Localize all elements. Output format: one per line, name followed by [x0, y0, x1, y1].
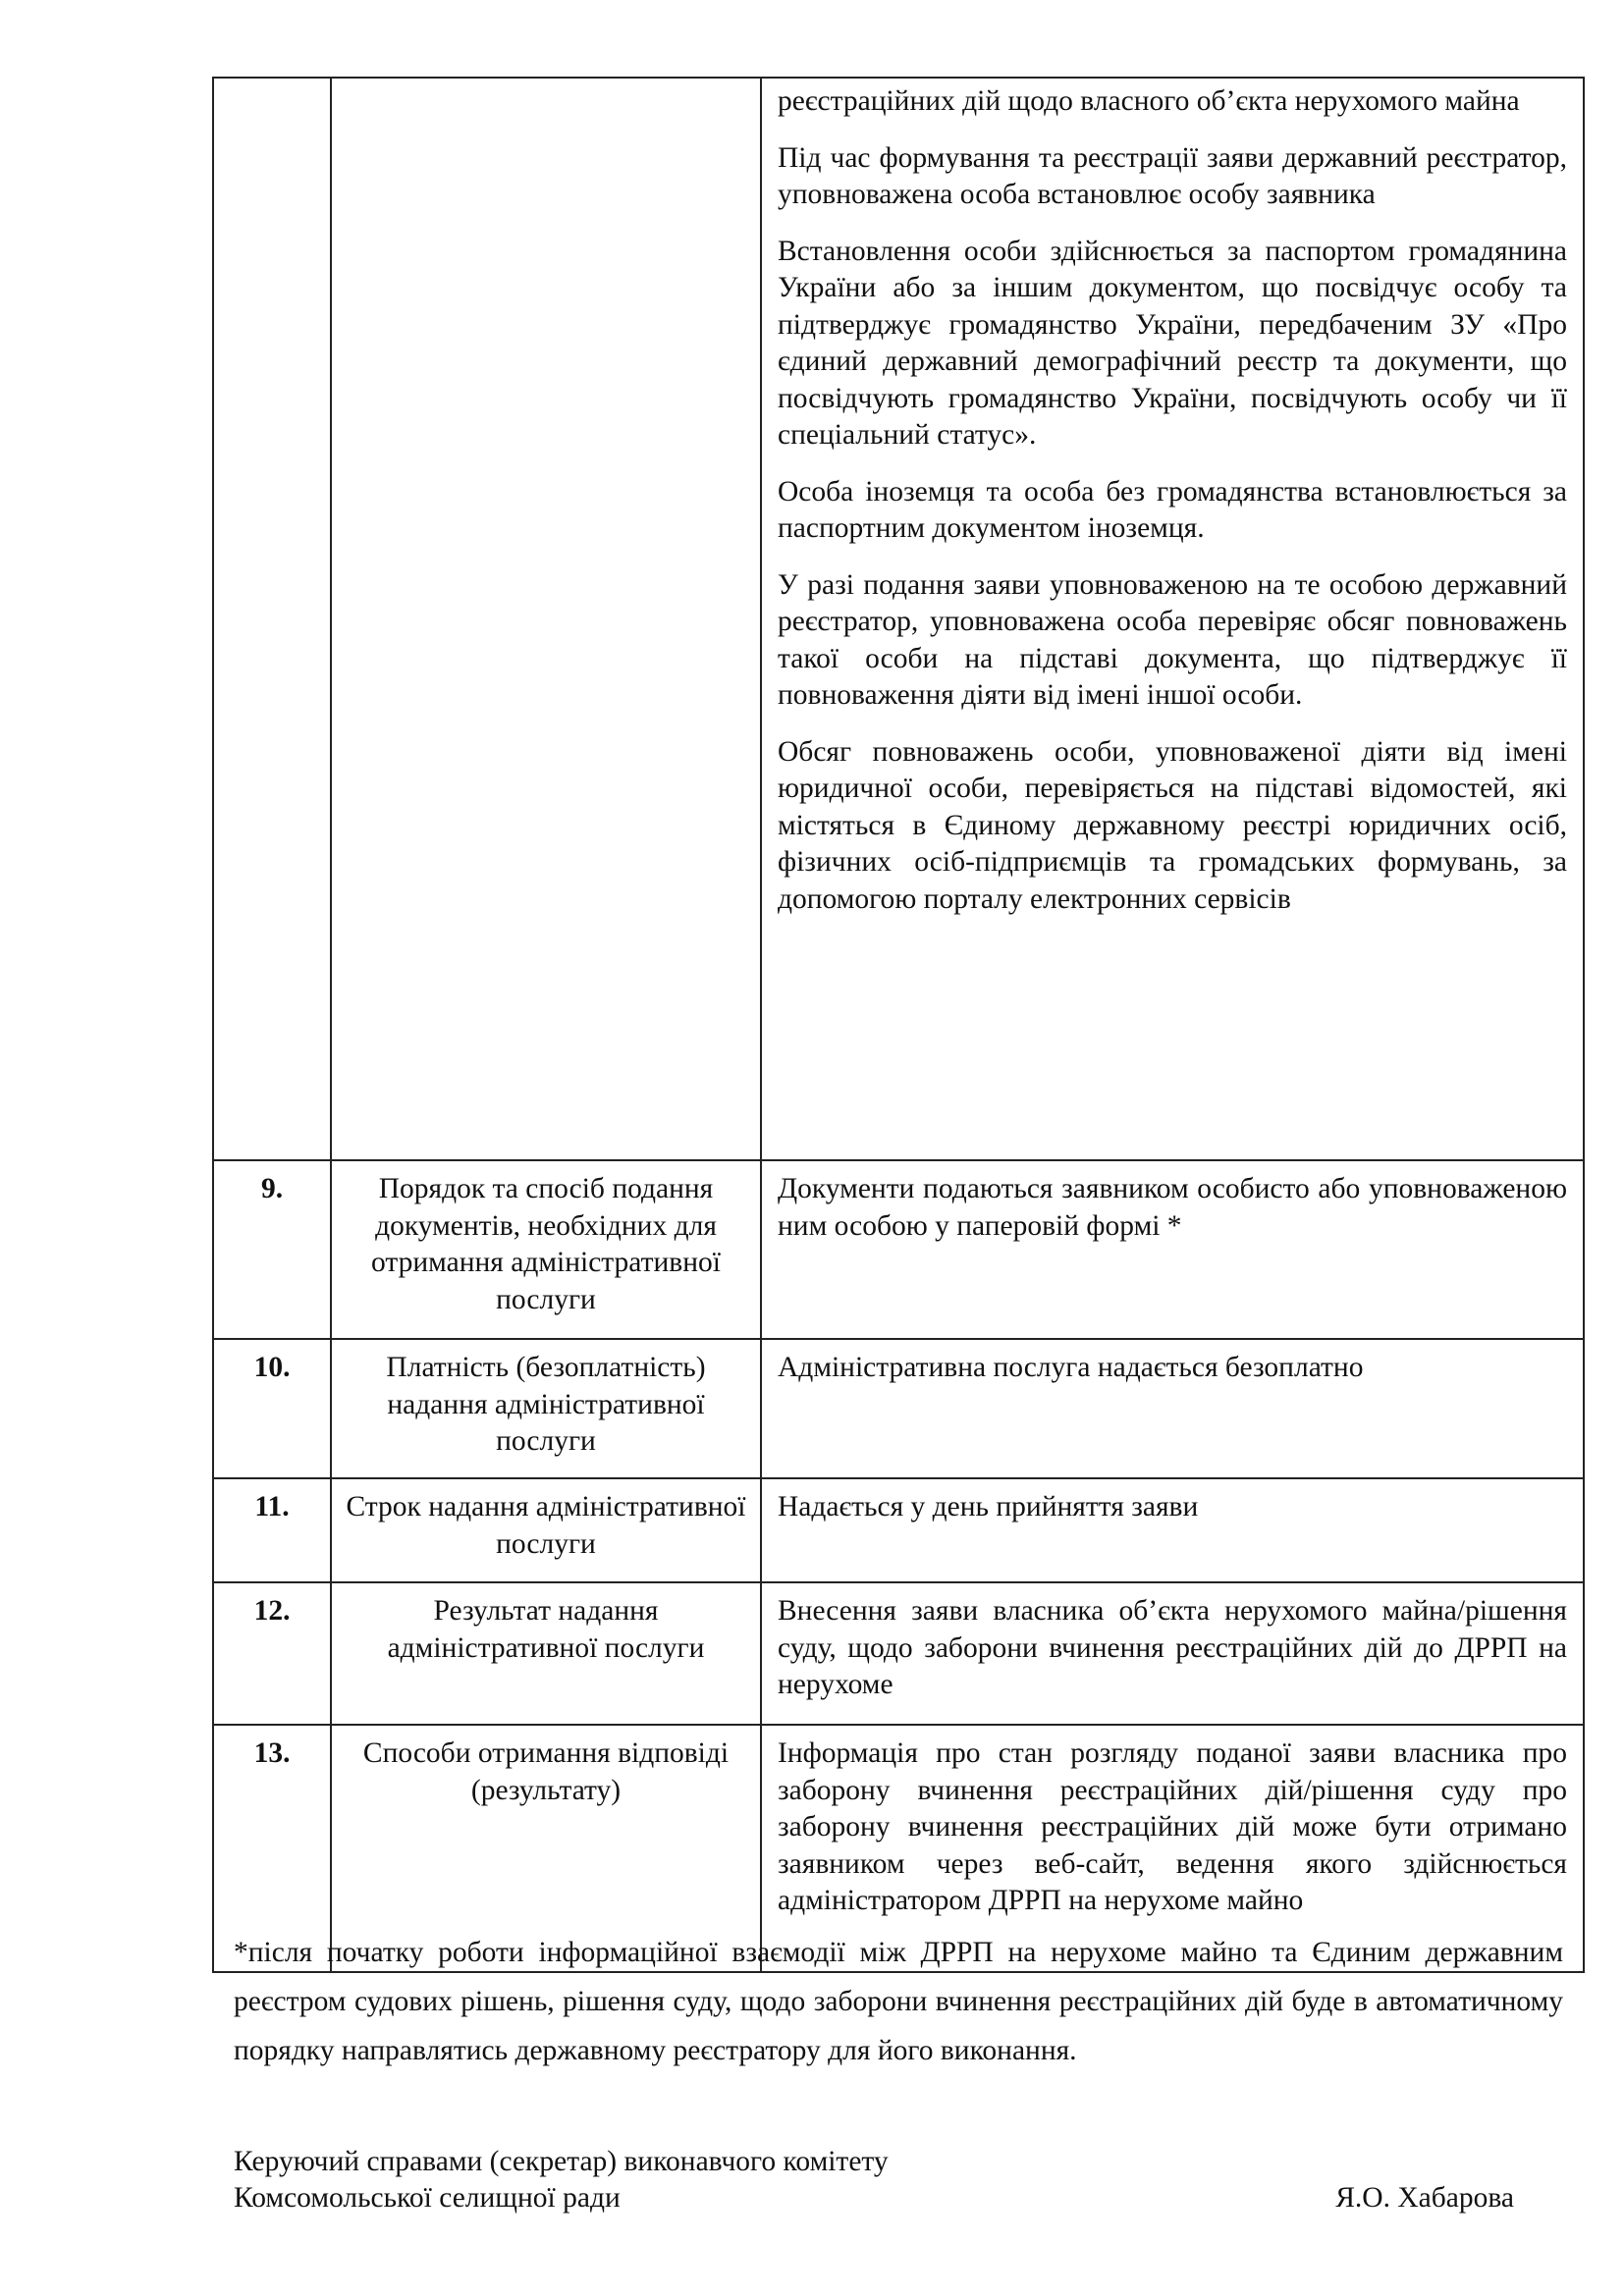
- paragraph: Встановлення особи здійснюється за паспортом громадянина України або за іншим документом, що посвідчує особу та підтверджує громадянство України, передбаченим ЗУ «Про єдиний державний демографічний реєстр та документи, що посвідчують громадянство України, посвідчують особу чи її спеціальний статус».: [778, 235, 1567, 451]
- paragraph: Інформація про стан розгляду поданої заяви власника про заборону вчинення реєстраційних дій/рішення суду про заборону вчинення реєстраційних дій може бути отримано заявником через веб-сайт, ведення якого здійснюється адміністратором ДРРП на нерухоме майно: [778, 1737, 1567, 1916]
- row-number: 10.: [213, 1339, 331, 1478]
- row-number: 12.: [213, 1582, 331, 1725]
- row-name: [331, 78, 761, 1160]
- paragraph: У разі подання заяви уповноваженою на те особою державний реєстратор, уповноважена особа перевіряє обсяг повноважень такої особи на підставі документа, що підтверджує її повноваження діяти від імені іншої особи.: [778, 568, 1567, 711]
- row-name: Результат надання адміністративної послуги: [331, 1582, 761, 1725]
- row-number: [213, 78, 331, 1160]
- table-row: [213, 1160, 1584, 1339]
- signatory-name: Я.О. Хабарова: [1335, 2182, 1514, 2214]
- row-number: 13.: [213, 1725, 331, 1972]
- table-row: [213, 78, 1584, 1160]
- row-description: [761, 1582, 1584, 1725]
- row-name: Строк надання адміністративної послуги: [331, 1478, 761, 1582]
- row-description: [761, 1339, 1584, 1478]
- paragraph: Обсяг повноважень особи, уповноваженої діяти від імені юридичної особи, перевіряється на підставі відомостей, які містяться в Єдиному державному реєстрі юридичних осіб, фізичних осіб-підприємців та громадських формувань, за допомогою порталу електронних сервісів: [778, 735, 1567, 915]
- table-row: [213, 1582, 1584, 1725]
- row-name: Порядок та спосіб подання документів, необхідних для отримання адміністративної послуги: [331, 1160, 761, 1339]
- row-description: [761, 78, 1584, 1160]
- footnote: *після початку роботи інформаційної взаємодії між ДРРП на нерухоме майно та Єдиним державним реєстром судових рішень, рішення суду, щодо заборони вчинення реєстраційних дій буде в автоматичному порядку направлятись державному реєстратору для його виконання.: [234, 1937, 1563, 2066]
- signatory-position-line2: Комсомольської селищної ради: [234, 2182, 621, 2214]
- paragraph: Особа іноземця та особа без громадянства встановлюється за паспортним документом іноземця.: [778, 475, 1567, 544]
- table-row: [213, 1339, 1584, 1478]
- signature-line: [234, 2180, 1514, 2216]
- row-number: 9.: [213, 1160, 331, 1339]
- paragraph: Під час формування та реєстрації заяви державний реєстратор, уповноважена особа встановлює особу заявника: [778, 141, 1567, 210]
- signatory-position-line1: Керуючий справами (секретар) виконавчого комітету: [234, 2146, 889, 2177]
- row-name: Платність (безоплатність) надання адміністративної послуги: [331, 1339, 761, 1478]
- row-description: [761, 1160, 1584, 1339]
- service-info-table: [212, 77, 1585, 1973]
- paragraph: реєстраційних дій щодо власного об’єкта нерухомого майна: [778, 85, 1520, 117]
- paragraph: Адміністративна послуга надається безоплатно: [778, 1352, 1364, 1383]
- paragraph: Документи подаються заявником особисто або уповноваженою ним особою у паперовій формі *: [778, 1173, 1567, 1242]
- row-name: Способи отримання відповіді (результату): [331, 1725, 761, 1972]
- paragraph: Внесення заяви власника об’єкта нерухомого майна/рішення суду, щодо заборони вчинення реєстраційних дій до ДРРП на нерухоме: [778, 1595, 1567, 1700]
- paragraph: Надається у день прийняття заяви: [778, 1491, 1199, 1522]
- signature-block: [234, 2144, 1514, 2216]
- row-number: 11.: [213, 1478, 331, 1582]
- table-row: [213, 1478, 1584, 1582]
- row-description: [761, 1478, 1584, 1582]
